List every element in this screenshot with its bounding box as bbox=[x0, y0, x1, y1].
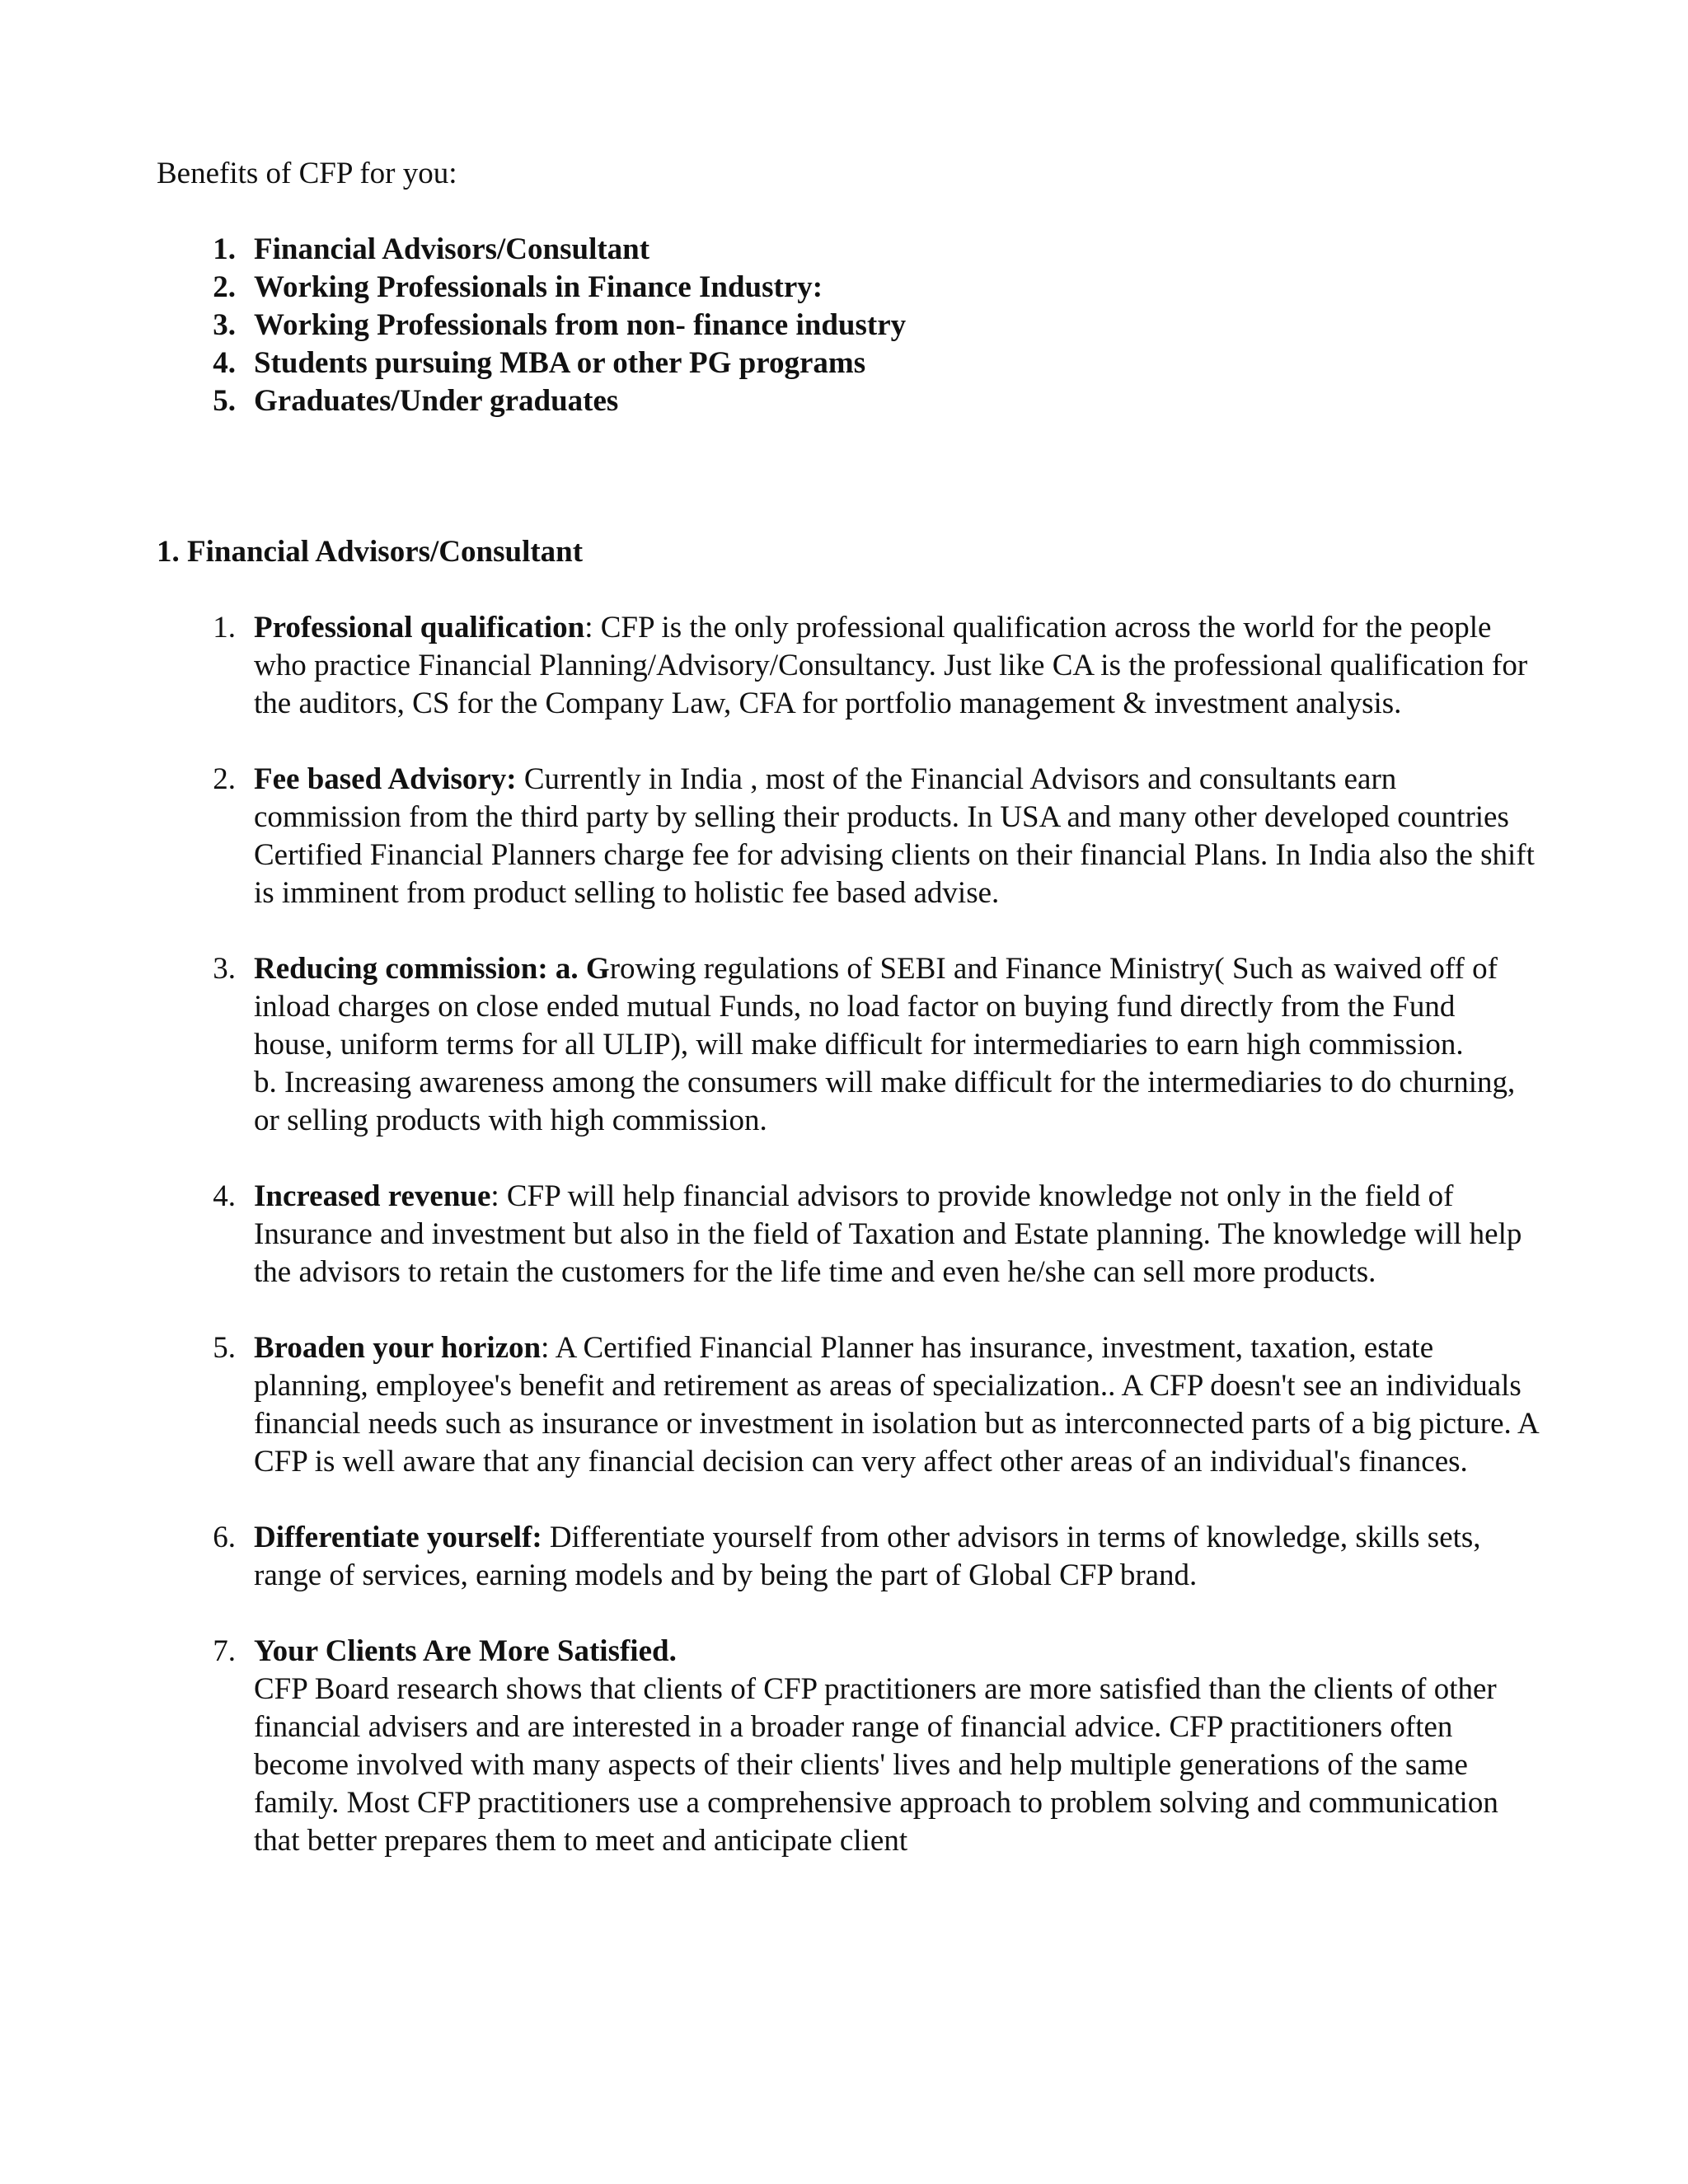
list-number: 1. bbox=[213, 232, 236, 266]
benefit-body bbox=[254, 1178, 1541, 1291]
benefit-item bbox=[157, 1633, 1541, 1860]
benefit-item bbox=[157, 761, 1541, 912]
benefit-subpoint: b. Increasing awareness among the consumers will make difficult for the intermediaries to do churning, or selling products with high commission. bbox=[254, 1066, 1516, 1137]
benefit-title: Fee based Advisory: bbox=[254, 762, 517, 796]
audience-list bbox=[157, 231, 1558, 420]
list-item-label: Working Professionals from non- finance industry bbox=[254, 308, 907, 342]
benefit-item bbox=[157, 1519, 1541, 1595]
benefit-text: : CFP will help financial advisors to provide knowledge not only in the field of Insurance and investment but also in the field of Taxation and Estate planning. The knowledge will help the advisors to retain the customers for the life time and even he/she can sell more products. bbox=[254, 1179, 1522, 1289]
benefit-body bbox=[254, 1519, 1541, 1595]
audience-list-item bbox=[157, 307, 1558, 344]
benefit-text: Differentiate yourself from other advisors in terms of knowledge, skills sets, range of services, earning models and by being the part of Global CFP brand. bbox=[254, 1521, 1481, 1592]
list-number: 4. bbox=[213, 1179, 236, 1213]
benefits-list bbox=[157, 609, 1541, 1898]
benefit-item bbox=[157, 609, 1541, 723]
benefit-item bbox=[157, 950, 1541, 1140]
audience-list-item bbox=[157, 382, 1558, 420]
list-number: 4. bbox=[213, 346, 236, 380]
benefit-text: rowing regulations of SEBI and Finance Ministry( Such as waived off of inload charges on close ended mutual Funds, no load factor on buying fund directly from the Fund house, uniform terms for all ULIP), will make difficult for intermediaries to earn high commission. bbox=[254, 952, 1498, 1062]
benefit-text: CFP Board research shows that clients of CFP practitioners are more satisfied than the clients of other financial advisers and are interested in a broader range of financial advice. CFP practitioners often become involved with many aspects of their clients' lives and help multiple generations of the same family. Most CFP practitioners use a comprehensive approach to problem solving and communication that better prepares them to meet and anticipate client bbox=[254, 1672, 1498, 1858]
list-number: 3. bbox=[213, 952, 236, 986]
list-item-label: Financial Advisors/Consultant bbox=[254, 232, 650, 266]
benefit-title: Professional qualification bbox=[254, 611, 585, 644]
benefit-body bbox=[254, 950, 1541, 1140]
list-number: 5. bbox=[213, 1331, 236, 1365]
list-item-label: Graduates/Under graduates bbox=[254, 384, 619, 418]
list-item-label: Working Professionals in Finance Industry: bbox=[254, 270, 823, 304]
audience-list-item bbox=[157, 269, 1558, 307]
audience-list-item bbox=[157, 344, 1558, 382]
list-number: 1. bbox=[213, 611, 236, 644]
benefit-item bbox=[157, 1329, 1541, 1481]
benefit-text: Currently in India , most of the Financial Advisors and consultants earn commission from the third party by selling their products. In USA and many other developed countries Certified Financial Planners charge fee for advising clients on their financial Plans. In India also the shift is imminent from product selling to holistic fee based advise. bbox=[254, 762, 1535, 910]
benefit-title: Broaden your horizon bbox=[254, 1331, 542, 1365]
benefit-title: Reducing commission: a. G bbox=[254, 952, 610, 986]
list-number: 6. bbox=[213, 1521, 236, 1554]
benefit-text: : CFP is the only professional qualification across the world for the people who practice Financial Planning/Advisory/Consultancy. Just like CA is the professional qualification for the auditors, CS for the Company Law, CFA for portfolio management & investment analysis. bbox=[254, 611, 1528, 720]
benefit-body bbox=[254, 1329, 1541, 1481]
section-heading: 1. Financial Advisors/Consultant bbox=[157, 535, 584, 569]
list-number: 5. bbox=[213, 384, 236, 418]
list-number: 2. bbox=[213, 270, 236, 304]
list-number: 3. bbox=[213, 308, 236, 342]
list-item-label: Students pursuing MBA or other PG programs bbox=[254, 346, 866, 380]
list-number: 2. bbox=[213, 762, 236, 796]
list-number: 7. bbox=[213, 1634, 236, 1668]
benefit-body bbox=[254, 1633, 1541, 1860]
intro-text: Benefits of CFP for you: bbox=[157, 157, 457, 190]
benefit-title: Your Clients Are More Satisfied. bbox=[254, 1634, 677, 1668]
audience-list-item bbox=[157, 231, 1558, 269]
benefit-item bbox=[157, 1178, 1541, 1291]
benefit-text: : A Certified Financial Planner has insurance, investment, taxation, estate planning, employee's benefit and retirement as areas of specialization.. A CFP doesn't see an individuals financial needs such as insurance or investment in isolation but as interconnected parts of a big picture. A CFP is well aware that any financial decision can very affect other areas of an individual's finances. bbox=[254, 1331, 1538, 1479]
benefit-body bbox=[254, 761, 1541, 912]
benefit-title: Increased revenue bbox=[254, 1179, 491, 1213]
benefit-title: Differentiate yourself: bbox=[254, 1521, 542, 1554]
benefit-body bbox=[254, 609, 1541, 723]
